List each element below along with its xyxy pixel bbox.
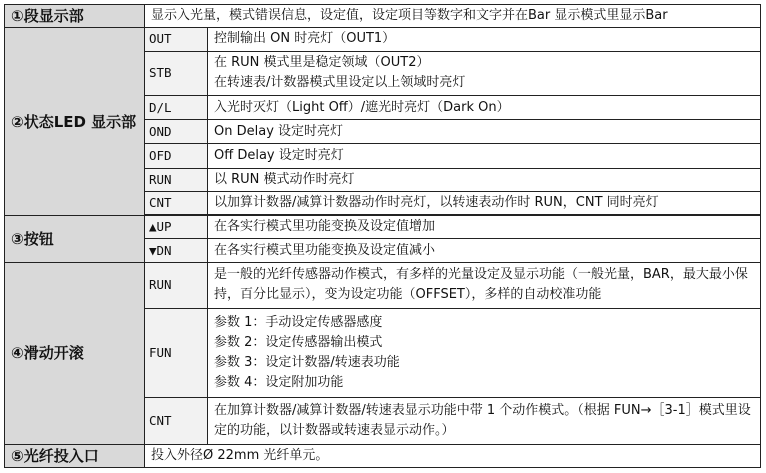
led-key-ond: OND: [145, 120, 208, 144]
fiber-inlet-desc: 投入外径Ø 22mm 光纤单元。: [145, 444, 761, 467]
button-desc-up: 在各实行模式里功能变换及设定值增加: [208, 216, 761, 239]
led-key-dl: D/L: [145, 95, 208, 119]
slide-desc-run: 是一般的光纤传感器动作模式，有多样的光量设定及显示功能（一般光量，BAR，最大最小保持，百分比显示），变为设定功能（OFFSET），多样的自动校准功能: [208, 262, 761, 309]
slide-key-fun: FUN: [145, 309, 208, 398]
led-desc-dl: 入光时灭灯（Light Off）/遮光时亮灯（Dark On）: [208, 95, 761, 119]
button-desc-dn: 在各实行模式里功能变换及设定值减小: [208, 239, 761, 262]
row-fiber-inlet: [5, 444, 761, 467]
led-desc-out: 控制输出 ON 时亮灯（OUT1）: [208, 28, 761, 51]
led-key-out: OUT: [145, 28, 208, 51]
led-desc-cnt: 以加算计数器/减算计数器动作时亮灯，以转速表动作时 RUN，CNT 同时亮灯: [208, 191, 761, 214]
section-title-buttons: ③按钮: [5, 216, 145, 263]
slide-key-cnt: CNT: [145, 398, 208, 445]
led-key-stb: STB: [145, 51, 208, 95]
section-title-display: ①段显示部: [5, 5, 145, 28]
led-desc-ond: On Delay 设定时亮灯: [208, 120, 761, 144]
led-key-cnt: CNT: [145, 191, 208, 214]
section-title-status-led: ②状态LED 显示部: [5, 28, 145, 216]
table-row: [5, 28, 761, 51]
section-title-slide-switch: ④滑动开滚: [5, 262, 145, 444]
display-desc: 显示入光量，模式错误信息，设定值，设定项目等数字和文字并在Bar 显示模式里显示Bar: [145, 5, 761, 28]
table-row: [5, 216, 761, 239]
slide-desc-cnt: 在加算计数器/减算计数器/转速表显示功能中带 1 个动作模式。（根据 FUN→［3-1］模式里设定的功能，以计数器或转速表显示动作。）: [208, 398, 761, 445]
led-desc-ofd: Off Delay 设定时亮灯: [208, 144, 761, 168]
led-desc-run: 以 RUN 模式动作时亮灯: [208, 168, 761, 191]
slide-desc-fun: 参数 1：手动设定传感器感度 参数 2：设定传感器输出模式 参数 3：设定计数器/转速表功能 参数 4：设定附加功能: [208, 309, 761, 398]
led-key-run: RUN: [145, 168, 208, 191]
led-key-ofd: OFD: [145, 144, 208, 168]
led-desc-stb: 在 RUN 模式里是稳定领域（OUT2） 在转速表/计数器模式里设定以上领域时亮灯: [208, 51, 761, 95]
button-key-dn: ▼DN: [145, 239, 208, 262]
table-row: [5, 262, 761, 309]
button-key-up: ▲UP: [145, 216, 208, 239]
section-title-fiber-inlet: ⑤光纤投入口: [5, 444, 145, 467]
slide-key-run: RUN: [145, 262, 208, 309]
row-display: [5, 5, 761, 28]
spec-table: [4, 4, 761, 468]
